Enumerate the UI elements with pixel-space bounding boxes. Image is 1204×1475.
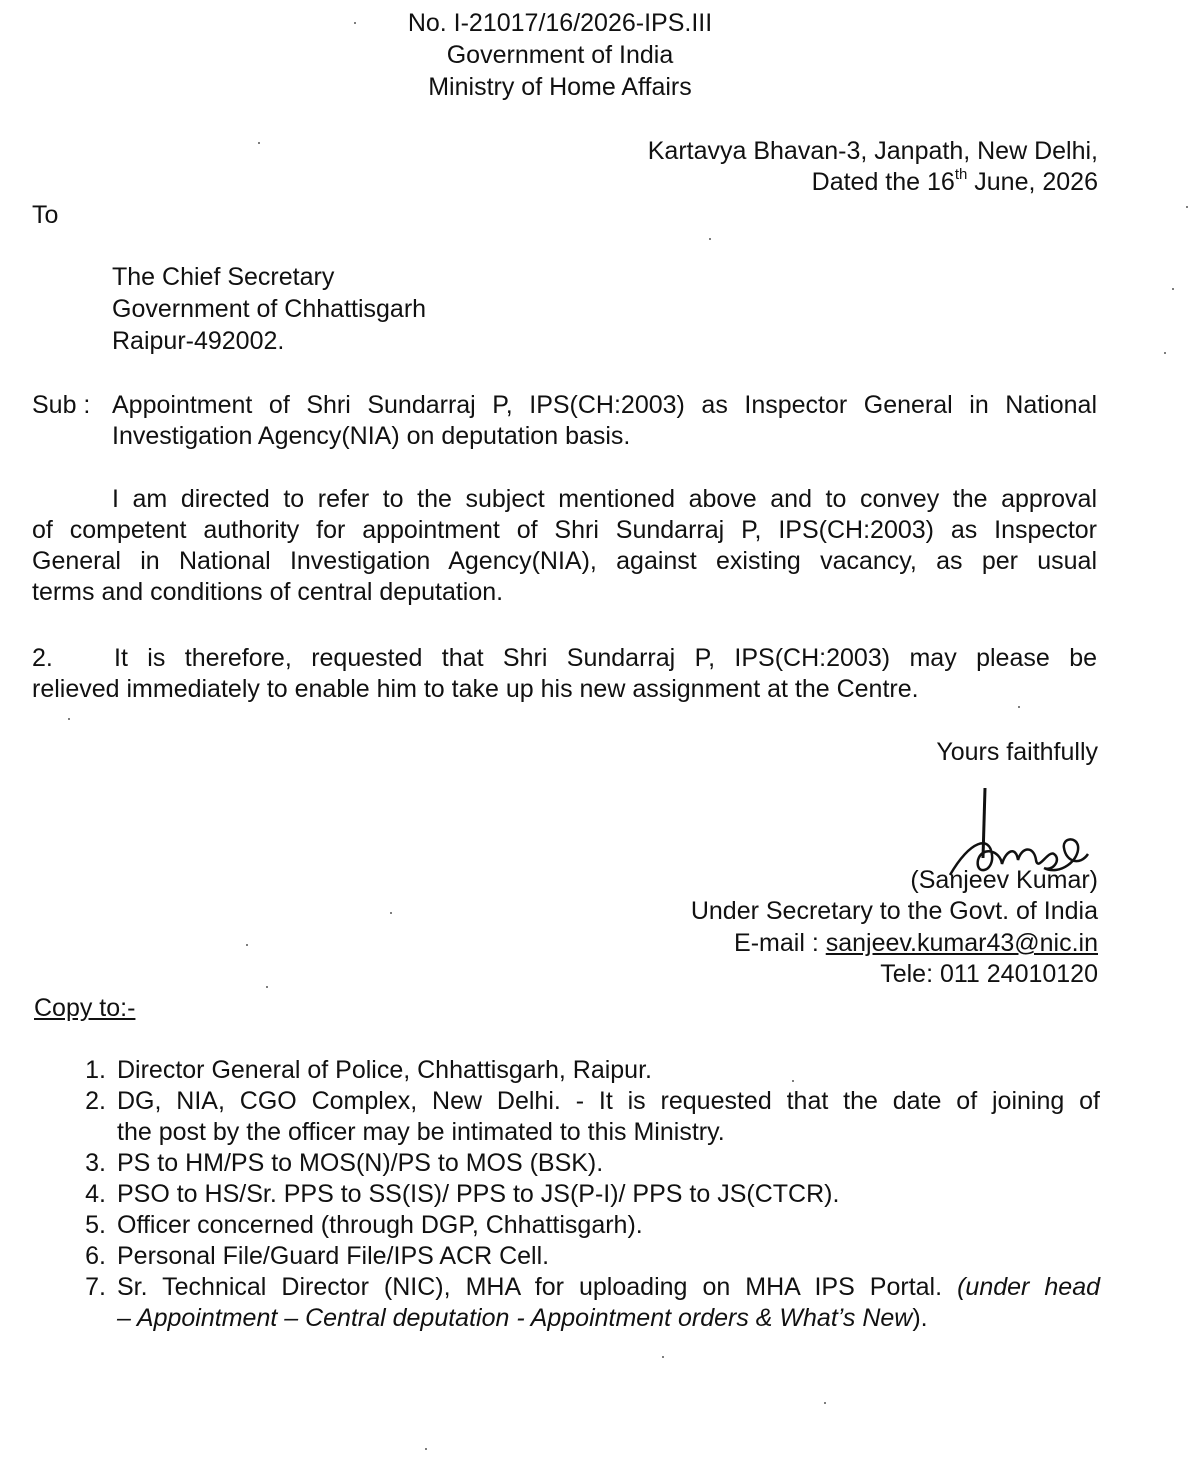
list-item: 5. Officer concerned (through DGP, Chhattisgarh). xyxy=(85,1211,643,1239)
addressee-line: Government of Chhattisgarh xyxy=(112,295,427,323)
signatory-designation: Under Secretary to the Govt. of India xyxy=(690,897,1098,925)
list-item: 7. Sr. Technical Director (NIC), MHA for uploading on MHA IPS Portal. (under head – Appointment – Central deputation - Appointment orders & What’s New). xyxy=(85,1273,1100,1332)
email-link[interactable]: sanjeev.kumar43@nic.in xyxy=(825,929,1098,957)
to-label: To xyxy=(32,201,59,229)
signatory-name: (Sanjeev Kumar) xyxy=(910,866,1098,894)
copy-to-list xyxy=(32,1055,1100,1334)
subject-text: Appointment of Shri Sundarraj P, IPS(CH:2003) as Inspector General in National Investigation Agency(NIA) on deputation basis. xyxy=(112,391,1097,450)
body-paragraph-1: I am directed to refer to the subject mentioned above and to convey the approval of competent authority for appointment of Shri Sundarraj P, IPS(CH:2003) as Inspector General in National Investigation Agency(NIA), against existing vacancy, as per usual terms and conditions of central deputation. xyxy=(32,485,1097,606)
scan-speck xyxy=(1186,206,1188,208)
list-item: 3. PS to HM/PS to MOS(N)/PS to MOS (BSK). xyxy=(85,1149,604,1177)
addressee-line: The Chief Secretary xyxy=(112,263,335,291)
list-item: 4. PSO to HS/Sr. PPS to SS(IS)/ PPS to JS(P-I)/ PPS to JS(CTCR). xyxy=(85,1180,840,1208)
scan-speck xyxy=(354,22,356,24)
signatory-telephone: Tele: 011 24010120 xyxy=(880,960,1098,988)
scan-speck xyxy=(824,1402,826,1404)
subject-label: Sub : xyxy=(32,391,91,419)
list-item: 1. Director General of Police, Chhattisgarh, Raipur. xyxy=(85,1056,652,1084)
ministry-name: Ministry of Home Affairs xyxy=(428,73,692,101)
scan-speck xyxy=(662,1356,664,1358)
scan-speck xyxy=(1018,706,1020,708)
scan-speck xyxy=(68,718,70,720)
letter-date: Dated the 16th June, 2026 xyxy=(811,165,1098,196)
paragraph-2-number: 2. xyxy=(32,644,53,672)
scan-speck xyxy=(709,238,711,240)
scan-speck xyxy=(792,1080,794,1082)
body-paragraph-2: It is therefore, requested that Shri Sundarraj P, IPS(CH:2003) may please be relieved immediately to enable him to take up his new assignment at the Centre. xyxy=(32,644,1097,703)
addressee-line: Raipur-492002. xyxy=(112,327,285,355)
file-number: No. I-21017/16/2026-IPS.III xyxy=(407,9,713,37)
list-item: 6. Personal File/Guard File/IPS ACR Cell. xyxy=(85,1242,550,1270)
scan-speck xyxy=(1172,288,1174,290)
scan-speck xyxy=(258,142,260,144)
signatory-email: E-mail : sanjeev.kumar43@nic.in xyxy=(734,929,1098,957)
scan-speck xyxy=(1164,352,1166,354)
scan-speck xyxy=(425,1448,427,1450)
scan-speck xyxy=(246,944,248,946)
scan-speck xyxy=(390,912,392,914)
office-address: Kartavya Bhavan-3, Janpath, New Delhi, xyxy=(647,137,1098,165)
government-name: Government of India xyxy=(446,41,674,69)
scan-speck xyxy=(266,986,268,988)
list-item: 2. DG, NIA, CGO Complex, New Delhi. - It is requested that the date of joining of the post by the officer may be intimated to this Ministry. xyxy=(85,1087,1100,1146)
salutation: Yours faithfully xyxy=(936,738,1098,766)
copy-to-heading: Copy to:- xyxy=(34,994,136,1022)
